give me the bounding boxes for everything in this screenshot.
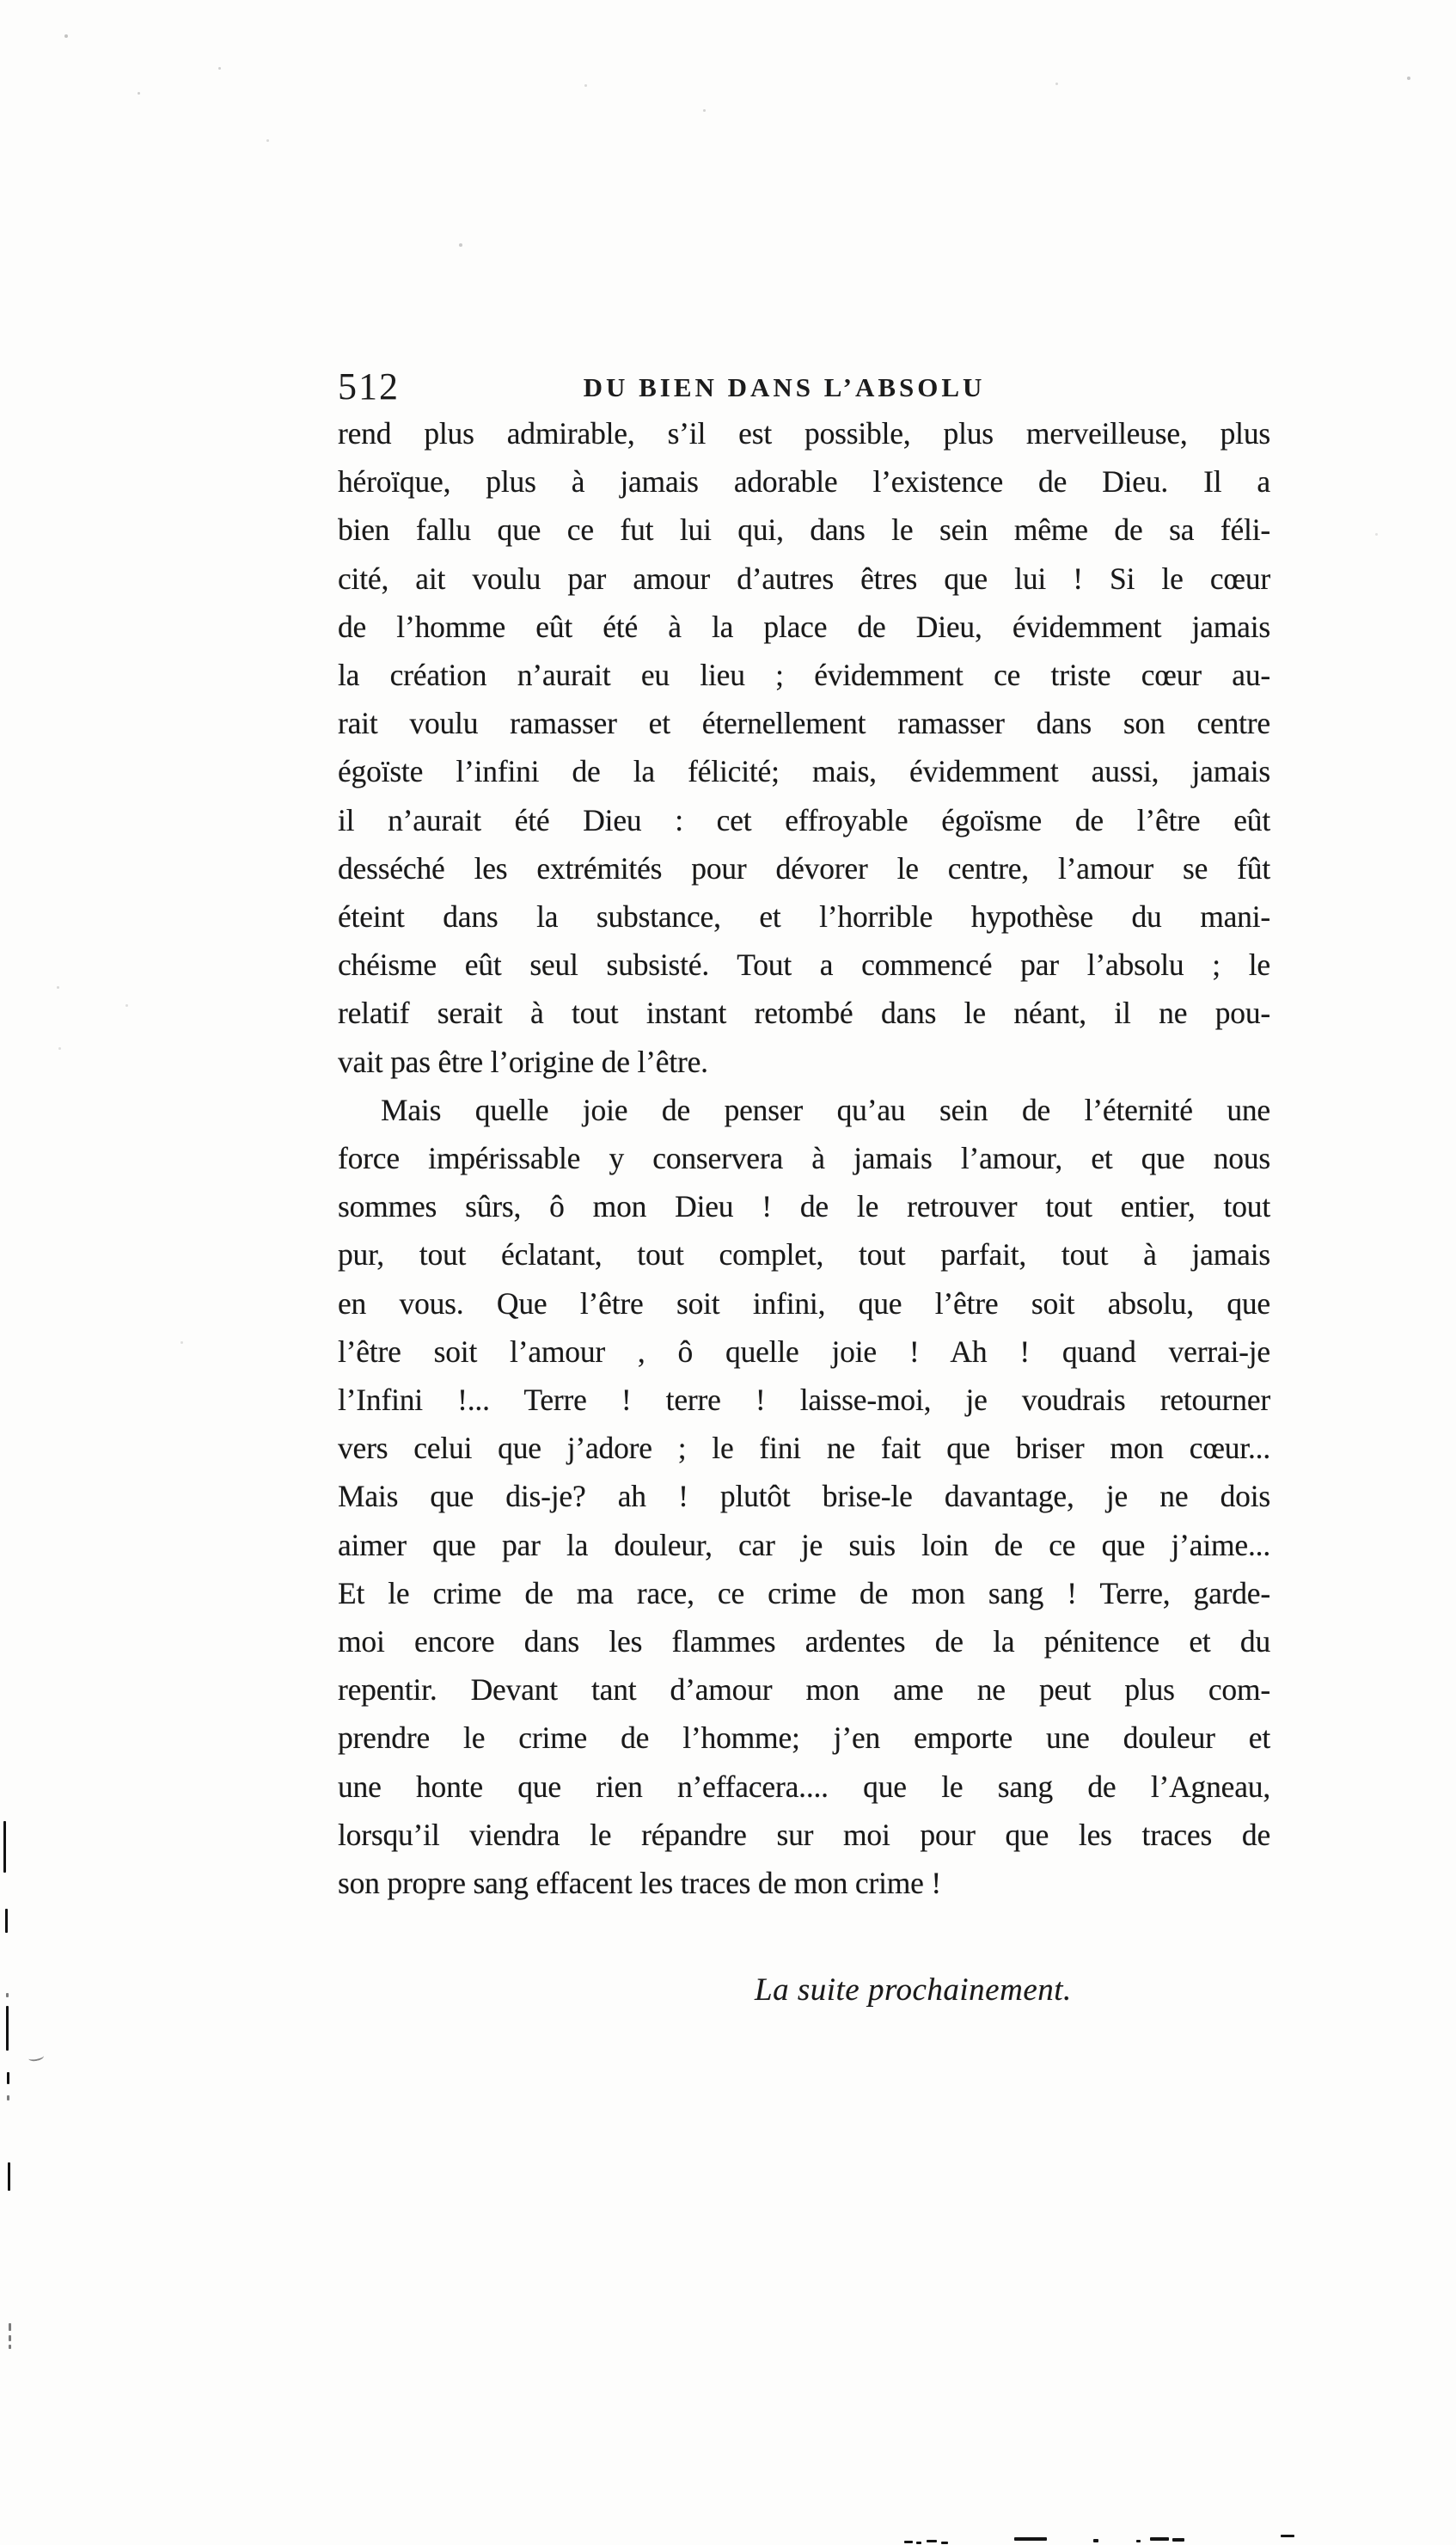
scan-artifact-line — [9, 2323, 11, 2331]
scan-speck — [584, 84, 587, 87]
scan-speck — [58, 1047, 61, 1050]
running-title: DU BIEN DANS L’ABSOLU — [583, 372, 986, 402]
text-line: bien fallu que ce fut lui qui, dans le sein même de sa féli- — [338, 512, 1270, 548]
text-line: cité, ait voulu par amour d’autres êtres que lui ! Si le cœur — [338, 561, 1270, 596]
scan-artifact-line — [8, 2162, 10, 2191]
scan-artifact-line — [7, 2072, 9, 2084]
scan-artifact-line — [6, 1993, 9, 1997]
text-line: rend plus admirable, s’il est possible, plus merveilleuse, plus — [338, 416, 1270, 451]
text-line: l’Infini !... Terre ! terre ! laisse-moi, je voudrais retourner — [338, 1383, 1270, 1418]
scan-artifact-line — [6, 2006, 9, 2051]
text-line: vait pas être l’origine de l’être. — [338, 1044, 708, 1079]
text-line: en vous. Que l’être soit infini, que l’être soit absolu, que — [338, 1285, 1270, 1321]
scan-artifact-line — [7, 2095, 9, 2100]
scan-speck — [459, 243, 462, 247]
scan-speck — [125, 1004, 128, 1007]
text-line: rait voulu ramasser et éternellement ramasser dans son centre — [338, 706, 1270, 741]
scan-artifact-dash — [904, 2541, 913, 2543]
running-head — [338, 365, 1270, 408]
text-line: la création n’aurait eu lieu ; évidemment ce triste cœur au- — [338, 658, 1270, 693]
scan-speck — [1055, 83, 1058, 85]
scan-speck — [1407, 77, 1410, 80]
text-line: Et le crime de ma race, ce crime de mon sang ! Terre, garde- — [338, 1575, 1270, 1610]
scan-artifact-dash — [1281, 2535, 1294, 2537]
scan-artifact-line — [9, 2335, 11, 2341]
text-line: vers celui que j’adore ; le fini ne fait que briser mon cœur... — [338, 1431, 1270, 1466]
text-line: éteint dans la substance, et l’horrible hypothèse du mani- — [338, 899, 1270, 935]
text-line: aimer que par la douleur, car je suis loin de ce que j’aime... — [338, 1527, 1270, 1562]
text-line: il n’aurait été Dieu : cet effroyable égoïsme de l’être eût — [338, 802, 1270, 837]
scan-speck — [266, 139, 269, 142]
text-line: lorsqu’il viendra le répandre sur moi pour que les traces de — [338, 1817, 1270, 1852]
text-line: moi encore dans les flammes ardentes de la pénitence et du — [338, 1624, 1270, 1659]
text-line: l’être soit l’amour , ô quelle joie ! Ah ! quand verrai-je — [338, 1334, 1270, 1369]
scan-artifact-dash — [1150, 2537, 1169, 2541]
scan-artifact-dash — [1136, 2540, 1141, 2542]
scan-speck — [1375, 533, 1378, 536]
text-line: son propre sang effacent les traces de mon crime ! — [338, 1866, 942, 1901]
scan-artifact-line — [5, 1909, 8, 1933]
scan-artifact-dash — [941, 2542, 948, 2544]
text-line: prendre le crime de l’homme; j’en emporte une douleur et — [338, 1720, 1270, 1756]
text-line: relatif serait à tout instant retombé dans le néant, il ne pou- — [338, 996, 1270, 1031]
closing-line: La suite prochainement. — [755, 1972, 1072, 2008]
text-line: desséché les extrémités pour dévorer le centre, l’amour se fût — [338, 850, 1270, 886]
text-line: Mais quelle joie de penser qu’au sein de l’éternité une — [381, 1092, 1270, 1127]
scan-speck — [138, 92, 140, 95]
text-line: force impérissable y conservera à jamais l’amour, et que nous — [338, 1141, 1270, 1176]
scan-speck — [180, 1341, 183, 1344]
text-line: repentir. Devant tant d’amour mon ame ne peut plus com- — [338, 1672, 1270, 1708]
scan-artifact-dash — [927, 2540, 937, 2542]
scan-speck — [64, 34, 68, 38]
text-line: égoïste l’infini de la félicité; mais, évidemment aussi, jamais — [338, 754, 1270, 789]
scan-speck — [703, 109, 706, 112]
text-line: une honte que rien n’effacera.... que le sang de l’Agneau, — [338, 1769, 1270, 1804]
scan-artifact-dash — [916, 2542, 921, 2544]
scan-speck — [57, 986, 59, 989]
text-line: de l’homme eût été à la place de Dieu, évidemment jamais — [338, 609, 1270, 644]
text-line: chéisme eût seul subsisté. Tout a commencé par l’absolu ; le — [338, 947, 1270, 983]
body-text — [338, 409, 1270, 1907]
scan-artifact-squiggle — [28, 2052, 44, 2063]
scan-artifact-dash — [1014, 2537, 1047, 2541]
text-line: héroïque, plus à jamais adorable l’existence de Dieu. Il a — [338, 464, 1270, 500]
scan-artifact-dash — [1172, 2538, 1184, 2542]
scan-artifact-line — [3, 1821, 6, 1873]
text-line: sommes sûrs, ô mon Dieu ! de le retrouver tout entier, tout — [338, 1189, 1270, 1224]
text-line: Mais que dis-je? ah ! plutôt brise-le davantage, je ne dois — [338, 1479, 1270, 1514]
text-line: pur, tout éclatant, tout complet, tout parfait, tout à jamais — [338, 1237, 1270, 1272]
scan-speck — [218, 67, 221, 70]
scan-artifact-dash — [1093, 2539, 1098, 2542]
page-number: 512 — [338, 365, 400, 408]
scan-artifact-line — [9, 2345, 11, 2349]
